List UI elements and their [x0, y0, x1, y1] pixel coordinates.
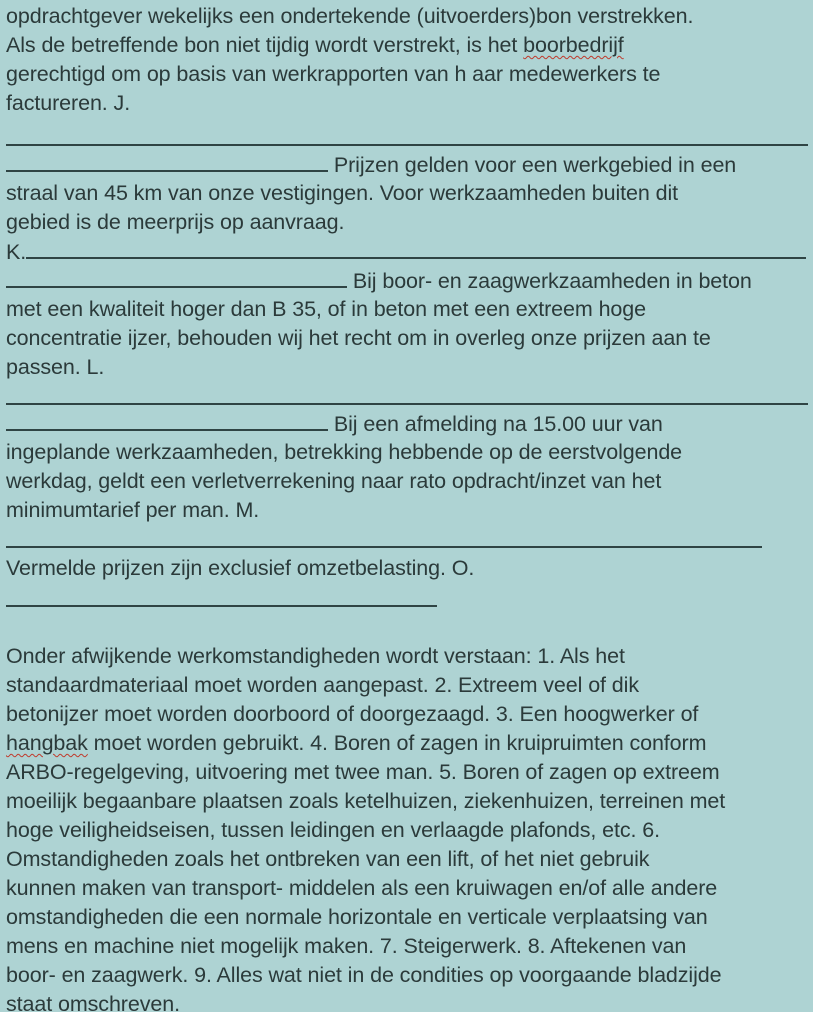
text-line: werkdag, geldt een verletverrekening naar rato opdracht/inzet van het [6, 469, 662, 493]
text-line [6, 266, 752, 296]
text-line: concentratie ijzer, behouden wij het recht om in overleg onze prijzen aan te [6, 326, 711, 350]
blank-field [6, 409, 328, 431]
text-fragment: moet worden gebruikt. 4. Boren of zagen in kruipruimten conform [87, 731, 707, 755]
misspelled-word[interactable]: hangbak [6, 731, 88, 755]
text-line: Vermelde prijzen zijn exclusief omzetbelasting. O. [6, 556, 475, 580]
text-line: betonijzer moet worden doorboord of doorgezaagd. 3. Een hoogwerker of [6, 702, 699, 726]
text-fragment: Bij boor- en zaagwerkzaamheden in beton [352, 269, 752, 293]
text-line: ARBO-regelgeving, uitvoering met twee man. 5. Boren of zagen op extreem [6, 760, 720, 784]
text-line: mens en machine niet mogelijk maken. 7. Steigerwerk. 8. Aftekenen van [6, 934, 687, 958]
text-line: factureren. J. [6, 91, 131, 115]
text-line: staat omschreven. [6, 992, 180, 1016]
text-line: ingeplande werkzaamheden, betrekking hebbende op de eerstvolgende [6, 440, 683, 464]
misspelled-word[interactable]: boorbedrijf [523, 33, 624, 57]
text-line: Omstandigheden zoals het ontbreken van een lift, of het niet gebruik [6, 847, 650, 871]
text-line [6, 729, 706, 758]
text-fragment: K. [6, 240, 27, 264]
text-line: omstandigheden die een normale horizontale en verticale verplaatsing van [6, 905, 708, 929]
text-line [6, 31, 624, 60]
text-line: moeilijk begaanbare plaatsen zoals ketelhuizen, ziekenhuizen, terreinen met [6, 789, 726, 813]
blank-field [6, 266, 347, 288]
blank-field [26, 237, 806, 259]
text-line: gerechtigd om op basis van werkrapporten van h aar medewerkers te [6, 62, 661, 86]
text-line: minimumtarief per man. M. [6, 498, 260, 522]
text-line: boor- en zaagwerk. 9. Alles wat niet in de condities op voorgaande bladzijde [6, 963, 722, 987]
text-line: met een kwaliteit hoger dan B 35, of in beton met een extreem hoge [6, 297, 646, 321]
blank-rule [6, 605, 437, 607]
text-line [6, 150, 736, 180]
text-line: passen. L. [6, 355, 105, 379]
text-line [6, 409, 663, 439]
blank-rule [6, 144, 808, 146]
text-line [6, 237, 806, 267]
text-line: hoge veiligheidseisen, tussen leidingen en verlaagde plafonds, etc. 6. [6, 818, 660, 842]
text-fragment: Bij een afmelding na 15.00 uur van [333, 412, 663, 436]
text-line: kunnen maken van transport- middelen als een kruiwagen en/of alle andere [6, 876, 718, 900]
blank-rule [6, 403, 808, 405]
text-line: standaardmateriaal moet worden aangepast. 2. Extreem veel of dik [6, 673, 639, 697]
text-line: Onder afwijkende werkomstandigheden wordt verstaan: 1. Als het [6, 644, 625, 668]
text-line: straal van 45 km van onze vestigingen. Voor werkzaamheden buiten dit [6, 181, 679, 205]
text-line: opdrachtgever wekelijks een ondertekende (uitvoerders)bon verstrekken. [6, 4, 694, 28]
blank-rule [6, 546, 762, 548]
text-line: gebied is de meerprijs op aanvraag. [6, 210, 345, 234]
text-fragment: Als de betreffende bon niet tijdig wordt verstrekt, is het [6, 33, 524, 57]
text-fragment: Prijzen gelden voor een werkgebied in een [333, 153, 737, 177]
blank-field [6, 150, 328, 172]
